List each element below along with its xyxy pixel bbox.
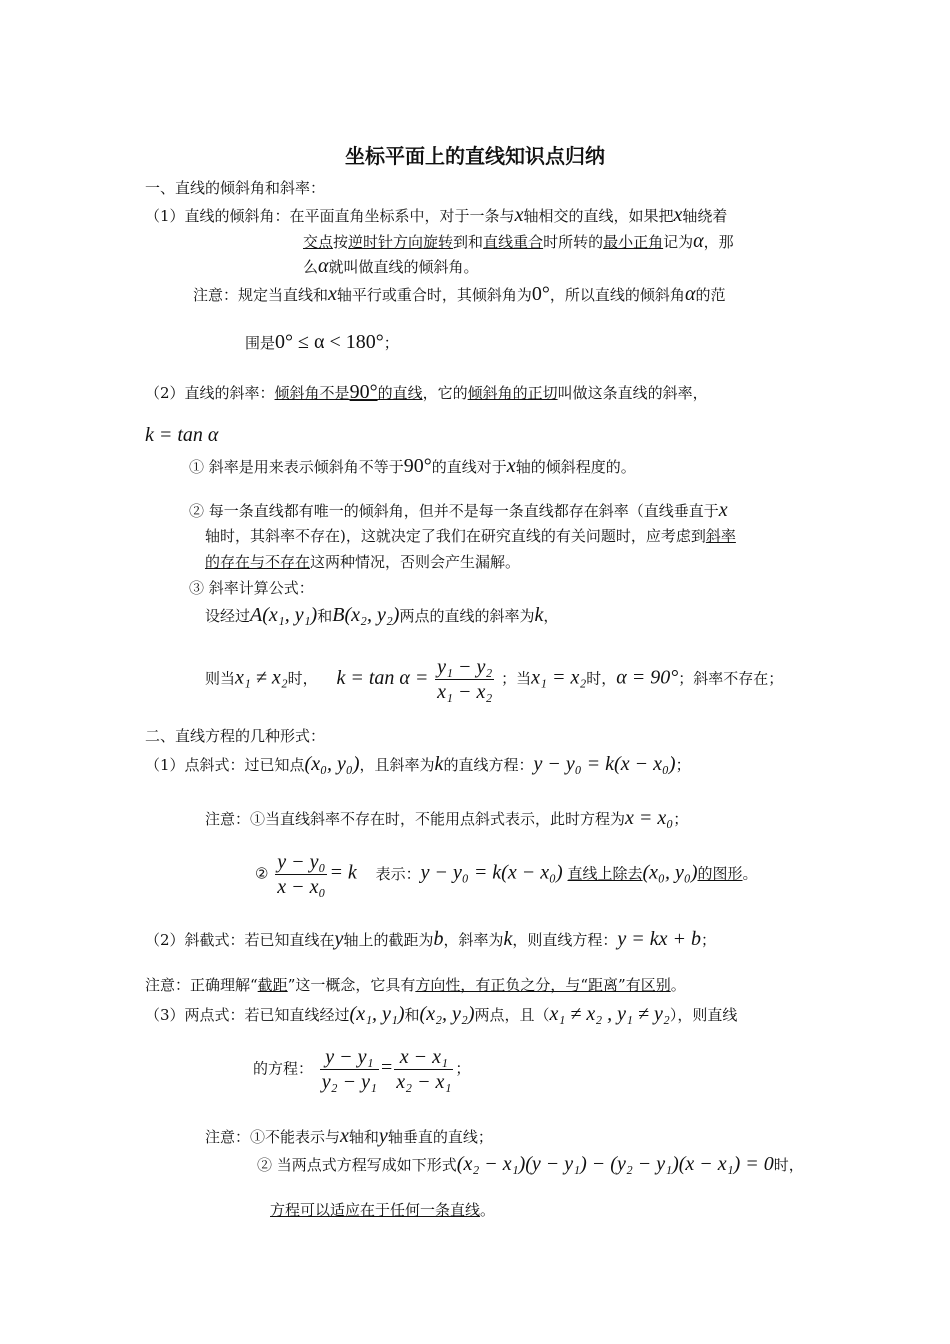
slope-fraction: $\frac{\text{y₁ − y₂}}{\text{x₁ − x₂}}$: [437, 656, 493, 703]
page-title: 坐标平面上的直线知识点归纳: [345, 144, 605, 168]
note-inclination-range-1: 注意：规定当直线和x轴平行或重合时，其倾斜角为0°，所以直线的倾斜角α的范: [193, 283, 726, 305]
two-point-line: （3）两点式：若已知直线经过(x₁, y₁)和(x₂, y₂)两点，且（x₁ ≠ x₂ , y₁ ≠ y₂），则直线: [145, 1003, 738, 1025]
intercept-note: 注意：正确理解“截距”这一概念，它具有方向性，有正负之分，与“距离”有区别。: [145, 976, 686, 994]
point-slope-fraction: $\frac{\text{y − y₀}}{\text{x − x₀}}$: [277, 851, 326, 898]
two-point-right-fraction: $\frac{\text{x − x₁}}{\text{x₂ − x₁}}$: [396, 1046, 452, 1093]
slope-points-line: 设经过A(x₁, y₁)和B(x₂, y₂)两点的直线的斜率为k，: [205, 604, 559, 626]
note-inclination-range-2: 围是0° ≤ α < 180°；: [245, 331, 399, 353]
point-slope-line: （1）点斜式：过已知点(x₀, y₀)，且斜率为k的直线方程：y − y₀ = k(x − x₀)；: [145, 753, 691, 775]
slope-note-1: ① 斜率是用来表示倾斜角不等于90°的直线对于x轴的倾斜程度的。: [189, 455, 636, 477]
two-point-left-fraction: $\frac{\text{y − y₁}}{\text{y₂ − y₁}}$: [321, 1046, 377, 1093]
slope-intercept-line: （2）斜截式：若已知直线在y轴上的截距为b，斜率为k，则直线方程：y = kx + b；: [145, 928, 717, 950]
inclination-def-line-3: 么α就叫做直线的倾斜角。: [303, 255, 479, 277]
point-slope-note-2: ② $\frac{\text{y − y₀}}{\text{x − x₀}}$ = k 表示：y − y₀ = k(x − x₀) 直线上除去(x₀, y₀)的图形。: [255, 851, 758, 898]
section-1-heading: 一、直线的倾斜角和斜率：: [145, 179, 326, 197]
section-2-heading: 二、直线方程的几种形式：: [145, 727, 326, 745]
slope-note-2-line-2: 轴时，其斜率不存在)，这就决定了我们在研究直线的有关问题时，应考虑到斜率: [205, 527, 736, 545]
point-slope-note-1: 注意：①当直线斜率不存在时，不能用点斜式表示，此时方程为x = x₀；: [205, 807, 689, 829]
slope-def-line-1: （2）直线的斜率：倾斜角不是90°的直线，它的倾斜角的正切叫做这条直线的斜率，: [145, 381, 708, 403]
inclination-def-line-2: 交点按逆时针方向旋转到和直线重合时所转的最小正角记为α，那: [303, 230, 734, 252]
two-point-formula: 的方程： $\frac{\text{y − y₁}}{\text{y₂ − y₁}}$ = $\frac{\text{x − x₁}}{\text{x₂ − x₁}}$ ；: [253, 1046, 471, 1093]
two-point-note-3: 方程可以适应在于任何一条直线。: [270, 1201, 496, 1219]
two-point-note-2: ② 当两点式方程写成如下形式(x₂ − x₁)(y − y₁) − (y₂ − y₁)(x − x₁) = 0时，: [257, 1153, 804, 1175]
slope-formula-line: 则当x₁ ≠ x₂时， k = tan α = $\frac{\text{y₁ − y₂}}{\text{x₁ − x₂}}$ ；当x₁ = x₂时，α = 90°；斜率不存在；: [205, 656, 784, 703]
two-point-note-1: 注意：①不能表示与x轴和y轴垂直的直线；: [205, 1125, 493, 1147]
slope-formula: k = tan α: [145, 424, 219, 446]
slope-note-3: ③ 斜率计算公式：: [189, 579, 314, 597]
slope-note-2-line-3: 的存在与不存在这两种情况，否则会产生漏解。: [205, 553, 521, 571]
slope-note-2-line-1: ② 每一条直线都有唯一的倾斜角，但并不是每一条直线都存在斜率（直线垂直于x: [189, 499, 728, 521]
inclination-def-line-1: （1）直线的倾斜角：在平面直角坐标系中，对于一条与x轴相交的直线，如果把x轴绕着: [145, 204, 728, 226]
